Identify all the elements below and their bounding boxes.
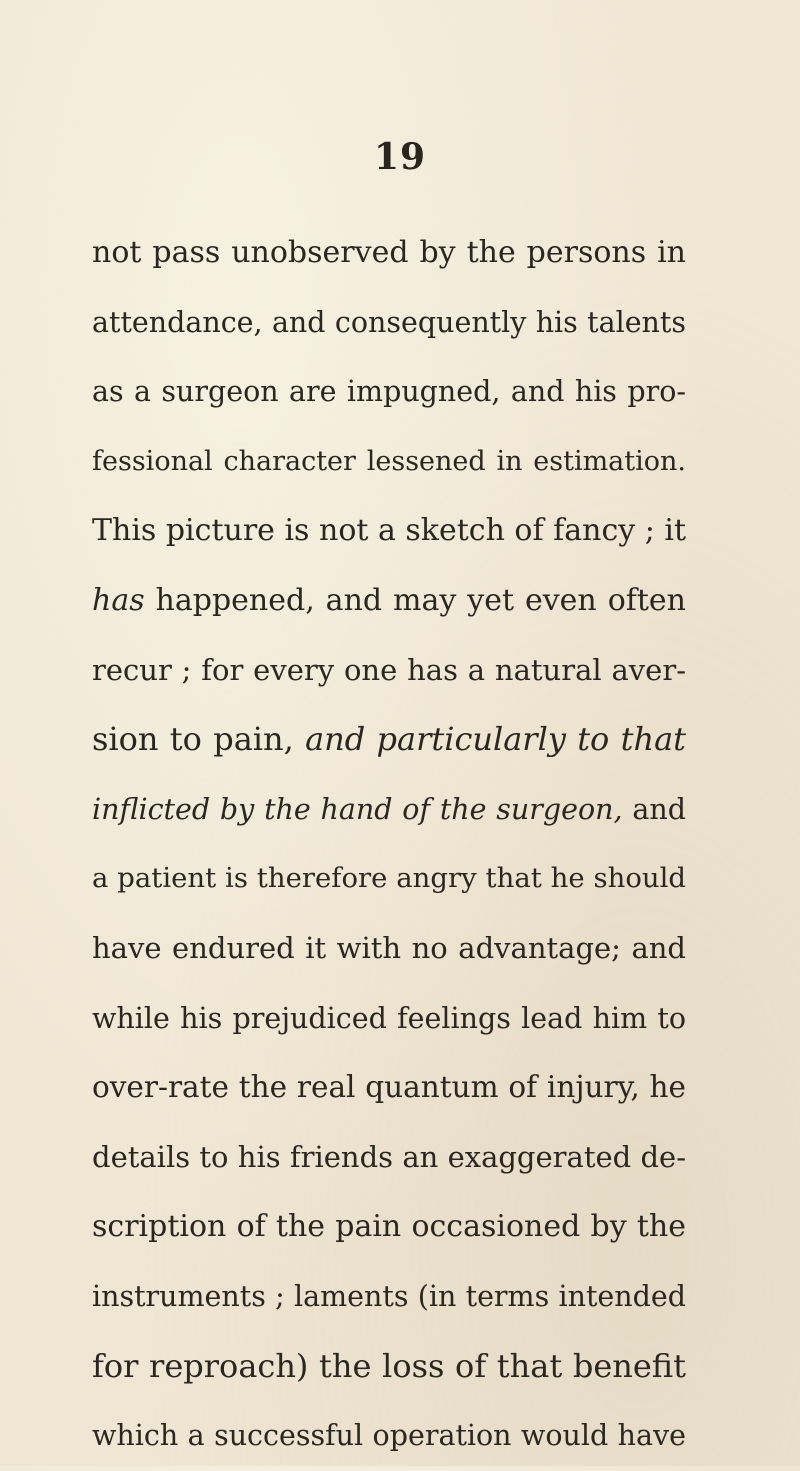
text-run: and [622,792,687,826]
text-run: attendance, and consequently his talents [92,305,686,339]
text-run: over-rate the real quantum of injury, he [92,1070,686,1105]
text-line [92,1262,686,1332]
text-run: a patient is therefore angry that he should [92,862,686,895]
text-line [92,844,686,914]
text-run: while his prejudiced feelings lead him to [92,1001,686,1035]
text-line [92,1401,686,1471]
text-line [92,1053,686,1123]
text-line [92,984,686,1054]
text-run: sion to pain, [92,720,306,759]
text-run: fessional character lessened in estimation. [92,445,686,477]
text-line [92,636,686,706]
text-line [92,427,686,497]
page-number: 19 [373,136,427,178]
text-line [92,566,686,636]
text-line [92,1192,686,1262]
text-line [92,357,686,427]
text-run: instruments ; laments (in terms intended [92,1279,686,1313]
text-run: details to his friends an exaggerated de- [92,1139,686,1174]
text-run: which a successful operation would have [92,1419,686,1453]
text-line [92,1123,686,1193]
text-run: happened, and may yet even often [144,582,686,618]
text-run: as a surgeon are impugned, and his pro- [92,375,686,409]
italic-text-run: inflicted by the hand of the surgeon, [92,792,623,826]
text-run: have endured it with no advantage; and [92,930,686,965]
text-line [92,775,686,845]
body-text [92,218,686,1471]
text-line [92,914,686,984]
text-run: for reproach) the loss of that benefit [92,1346,686,1385]
text-run: not pass unobserved by the persons in [92,235,686,270]
text-line [92,496,686,566]
text-run: scription of the pain occasioned by the [92,1209,686,1245]
text-line [92,218,686,288]
text-line [92,288,686,358]
text-run: recur ; for every one has a natural aver- [92,652,686,687]
italic-text-run: has [92,582,145,618]
italic-text-run: and particularly to that [305,720,687,759]
text-line [92,705,686,775]
text-line [92,1332,686,1402]
text-run: This picture is not a sketch of fancy ; it [92,513,687,549]
